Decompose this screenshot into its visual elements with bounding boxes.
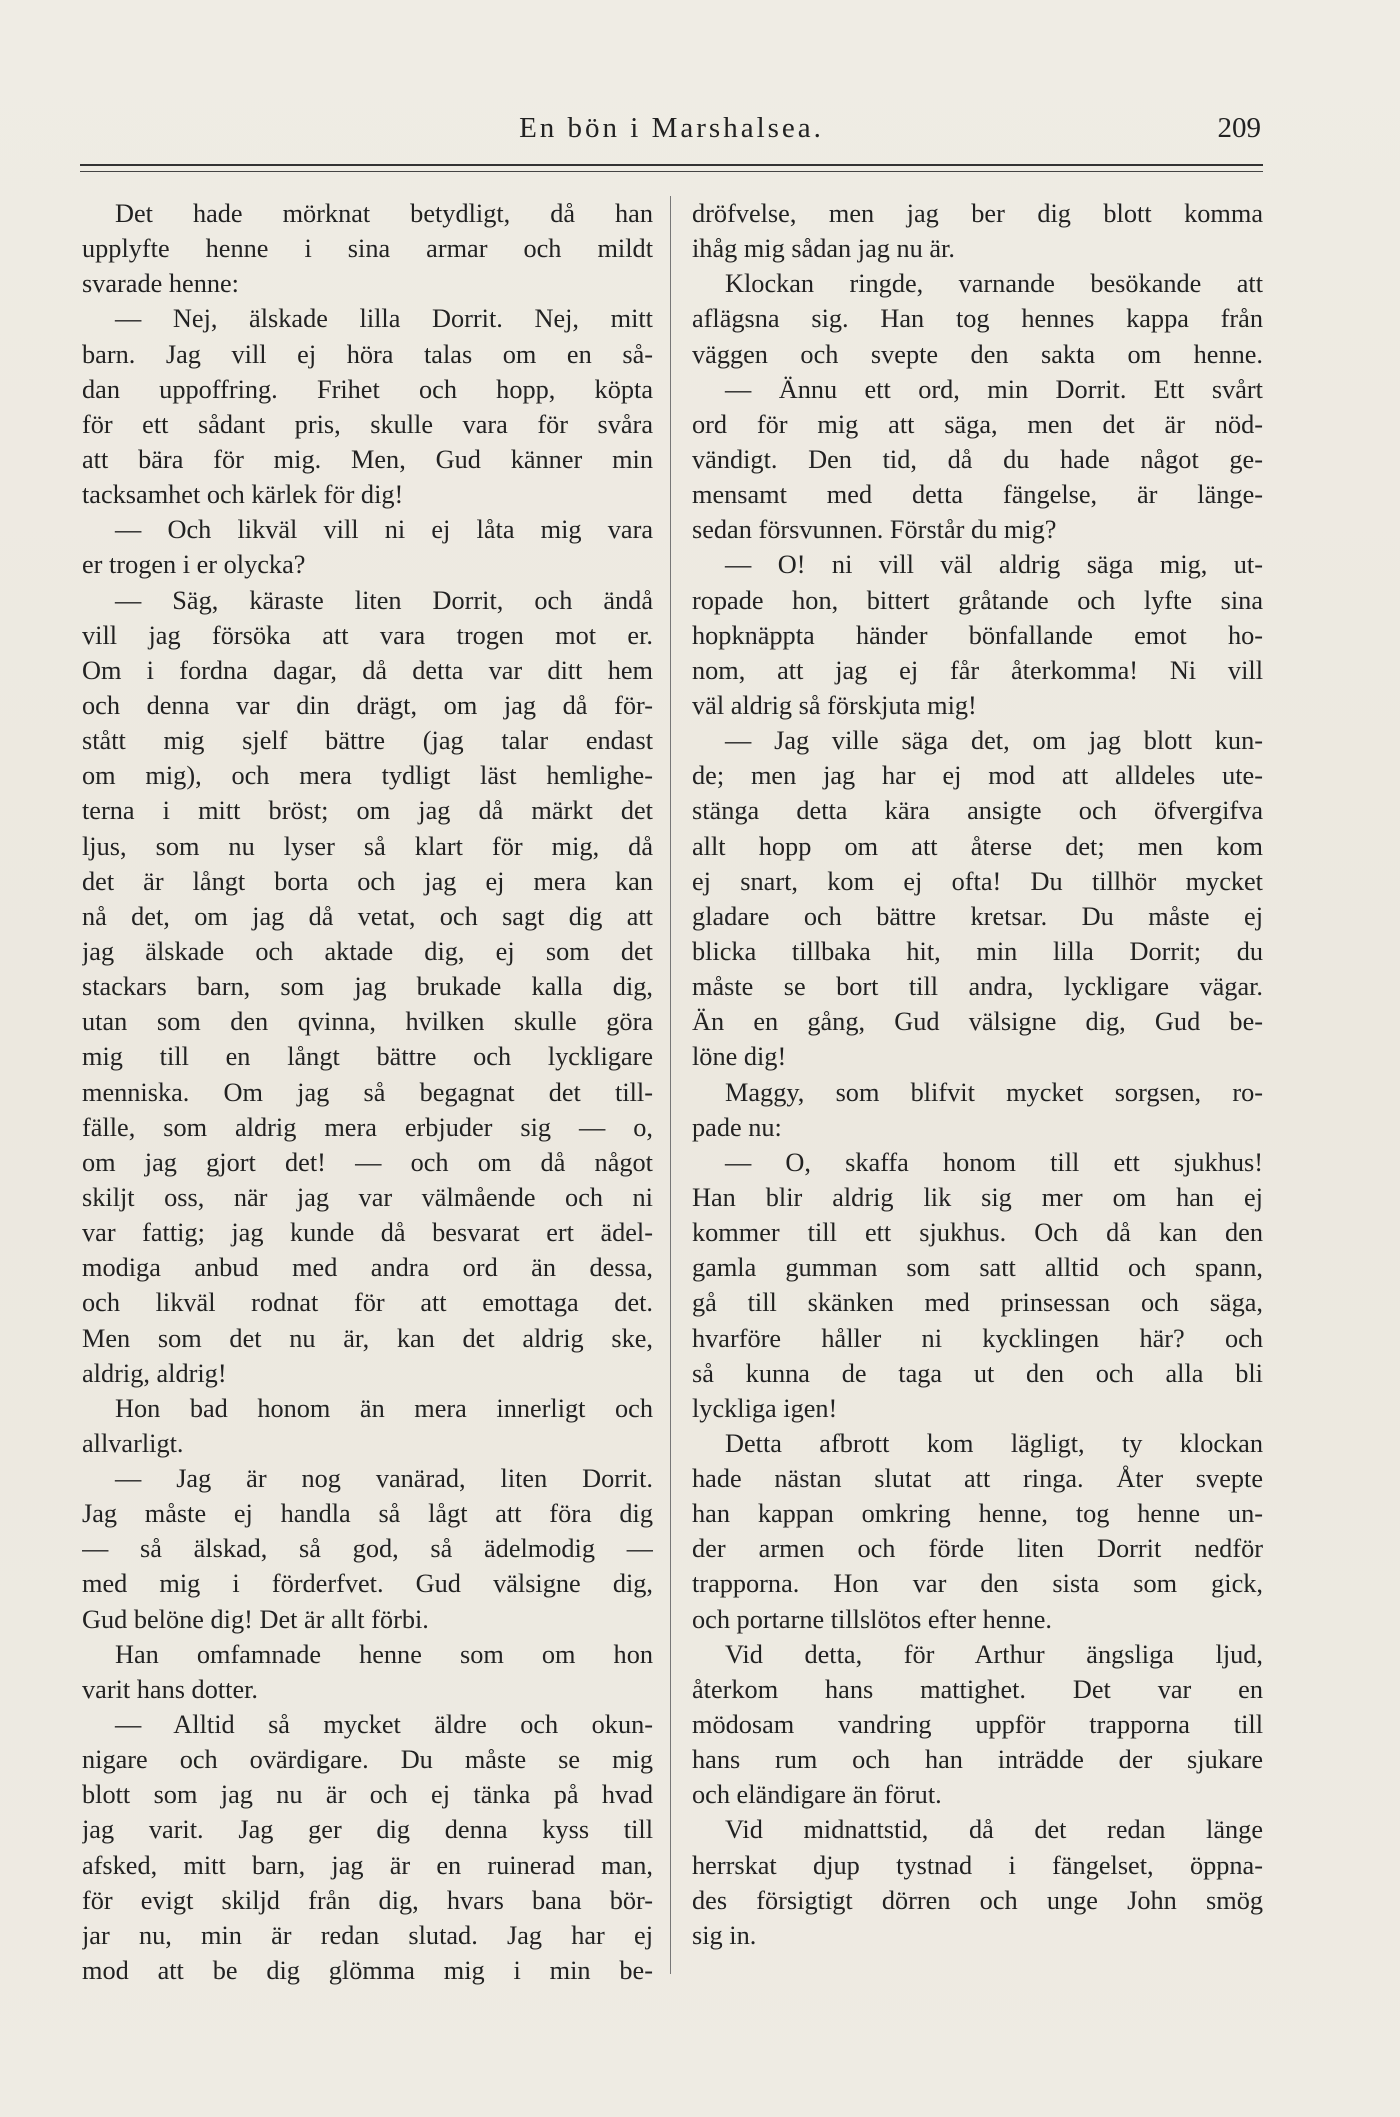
page-number: 209 [1217,112,1261,144]
text-line: Klockan ringde, varnande besökande att [725,269,1263,299]
column-divider [670,196,671,1974]
text-line: — så älskad, så god, så ädelmodig — [82,1534,653,1564]
text-line: mödosam vandring uppför trapporna till [692,1710,1263,1740]
text-line: — Jag ville säga det, om jag blott kun- [725,726,1263,756]
text-line: Än en gång, Gud välsigne dig, Gud be- [692,1007,1263,1037]
text-line: modiga anbud med andra ord än dessa, [82,1253,653,1283]
text-line: gladare och bättre kretsar. Du måste ej [692,901,1263,931]
text-line: och likväl rodnat för att emottaga det. [82,1288,653,1318]
text-line: vill jag försöka att vara trogen mot er. [82,620,653,650]
text-line: er trogen i er olycka? [82,550,306,580]
text-line: ljus, som nu lyser så klart för mig, då [82,831,653,861]
text-line: och portarne tillslötos efter henne. [692,1604,1053,1634]
text-line: nå det, om jag då vetat, och sagt dig att [82,901,653,931]
text-line: Men som det nu är, kan det aldrig ske, [82,1323,653,1353]
running-title: En bön i Marshalsea. [519,112,824,144]
text-line: aldrig, aldrig! [82,1358,227,1388]
text-line: lyckliga igen! [692,1393,838,1423]
text-line: om mig), och mera tydligt läst hemlighe- [82,761,653,791]
text-line: menniska. Om jag så begagnat det till- [82,1077,653,1107]
text-line: Vid midnattstid, då det redan länge [725,1815,1263,1845]
text-line: kommer till ett sjukhus. Och då kan den [692,1218,1263,1248]
text-line: — Säg, käraste liten Dorrit, och ändå [115,585,653,615]
text-line: Det hade mörknat betydligt, då han [115,199,653,228]
text-line: måste se bort till andra, lyckligare vägar. [692,972,1263,1002]
text-line: blott som jag nu är och ej tänka på hvad [82,1780,653,1810]
text-line: var fattig; jag kunde då besvarat ert ädel- [82,1218,653,1248]
text-line: — O! ni vill väl aldrig säga mig, ut- [725,550,1263,580]
text-line: hopknäppta händer bönfallande emot ho- [692,620,1263,650]
text-line: fälle, som aldrig mera erbjuder sig — o, [82,1112,653,1142]
text-line: tacksamhet och kärlek för dig! [82,480,404,510]
text-line: gamla gumman som satt alltid och spann, [692,1253,1263,1283]
text-line: — O, skaffa honom till ett sjukhus! [725,1147,1263,1177]
left-column [82,196,653,1988]
text-line: pade nu: [692,1112,782,1142]
text-line: allt hopp om att återse det; men kom [692,831,1263,861]
text-line: stänga detta kära ansigte och öfvergifva [692,796,1263,826]
text-line: gå till skänken med prinsessan och säga, [692,1288,1263,1318]
text-line: mod att be dig glömma mig i min be- [82,1956,653,1986]
text-line: Han blir aldrig lik sig mer om han ej [692,1182,1263,1212]
text-line: terna i mitt bröst; om jag då märkt det [82,796,653,826]
text-line: mig till en långt bättre och lyckligare [82,1042,653,1072]
text-line: för evigt skiljd från dig, hvars bana bör- [82,1885,653,1915]
text-line: vändigt. Den tid, då du hade något ge- [692,444,1263,474]
text-line: Hon bad honom än mera innerligt och [115,1393,653,1423]
text-line: afsked, mitt barn, jag är en ruinerad man, [82,1850,653,1880]
text-line: nigare och ovärdigare. Du måste se mig [82,1745,653,1775]
text-line: Maggy, som blifvit mycket sorgsen, ro- [725,1077,1263,1107]
text-line: jag älskade och aktade dig, ej som det [82,936,653,966]
text-line: att bära för mig. Men, Gud känner min [82,444,653,474]
text-line: om jag gjort det! — och om då något [82,1147,653,1177]
text-line: det är långt borta och jag ej mera kan [82,866,653,896]
text-line: nom, att jag ej får återkomma! Ni vill [692,655,1263,685]
text-line: och denna var din drägt, om jag då för- [82,690,653,720]
text-line: dan uppoffring. Frihet och hopp, köpta [82,374,653,404]
header-rule [80,164,1263,172]
text-line: trapporna. Hon var den sista som gick, [692,1569,1263,1599]
text-line: och eländigare än förut. [692,1780,942,1810]
text-line: återkom hans mattighet. Det var en [692,1674,1263,1704]
text-line: hvarföre håller ni kycklingen här? och [692,1323,1263,1353]
page-header [80,112,1263,158]
text-line: Vid detta, för Arthur ängsliga ljud, [725,1639,1263,1669]
text-line: des försigtigt dörren och unge John smög [692,1885,1263,1915]
text-line: jag varit. Jag ger dig denna kyss till [82,1815,653,1845]
text-line: Jag måste ej handla så lågt att föra dig [82,1499,653,1529]
text-line: aflägsna sig. Han tog hennes kappa från [692,304,1263,334]
text-line: Gud belöne dig! Det är allt förbi. [82,1604,429,1634]
text-line: blicka tillbaka hit, min lilla Dorrit; du [692,936,1263,966]
text-line: — Och likväl vill ni ej låta mig vara [115,515,653,545]
text-line: ropade hon, bittert gråtande och lyfte sina [692,585,1263,615]
text-line: skiljt oss, när jag var välmående och ni [82,1182,653,1212]
text-line: för ett sådant pris, skulle vara för svåra [82,409,653,439]
text-line: — Jag är nog vanärad, liten Dorrit. [115,1464,653,1494]
text-line: hade nästan slutat att ringa. Åter svepte [692,1464,1263,1494]
text-line: sig in. [692,1920,757,1950]
text-line: väggen och svepte den sakta om henne. [692,339,1263,369]
text-line: jar nu, min är redan slutad. Jag har ej [82,1920,653,1950]
text-line: upplyfte henne i sina armar och mildt [82,234,653,264]
text-line: sedan försvunnen. Förstår du mig? [692,515,1057,545]
text-line: dröfvelse, men jag ber dig blott komma [692,199,1263,228]
text-line: så kunna de taga ut den och alla bli [692,1358,1263,1388]
text-line: utan som den qvinna, hvilken skulle göra [82,1007,653,1037]
text-line: ord för mig att säga, men det är nöd- [692,409,1263,439]
text-line: — Ännu ett ord, min Dorrit. Ett svårt [725,374,1263,404]
text-line: han kappan omkring henne, tog henne un- [692,1499,1263,1529]
text-line: — Alltid så mycket äldre och okun- [115,1710,653,1740]
text-line: svarade henne: [82,269,239,299]
text-line: stått mig sjelf bättre (jag talar endast [82,726,653,756]
text-line: stackars barn, som jag brukade kalla dig, [82,972,653,1002]
right-column [692,196,1263,1953]
text-line: Om i fordna dagar, då detta var ditt hem [82,655,653,685]
text-line: varit hans dotter. [82,1674,259,1704]
text-line: mensamt med detta fängelse, är länge- [692,480,1263,510]
text-line: ihåg mig sådan jag nu är. [692,234,955,264]
text-line: de; men jag har ej mod att alldeles ute- [692,761,1263,791]
text-line: der armen och förde liten Dorrit nedför [692,1534,1263,1564]
text-line: allvarligt. [82,1428,184,1458]
text-line: Detta afbrott kom lägligt, ty klockan [725,1428,1263,1458]
text-line: löne dig! [692,1042,787,1072]
text-line: barn. Jag vill ej höra talas om en så- [82,339,653,369]
text-line: hans rum och han inträdde der sjukare [692,1745,1263,1775]
text-line: herrskat djup tystnad i fängelset, öppna- [692,1850,1263,1880]
text-line: väl aldrig så förskjuta mig! [692,690,977,720]
text-line: — Nej, älskade lilla Dorrit. Nej, mitt [115,304,653,334]
text-line: med mig i förderfvet. Gud välsigne dig, [82,1569,653,1599]
text-line: ej snart, kom ej ofta! Du tillhör mycket [692,866,1263,896]
text-line: Han omfamnade henne som om hon [115,1639,653,1669]
